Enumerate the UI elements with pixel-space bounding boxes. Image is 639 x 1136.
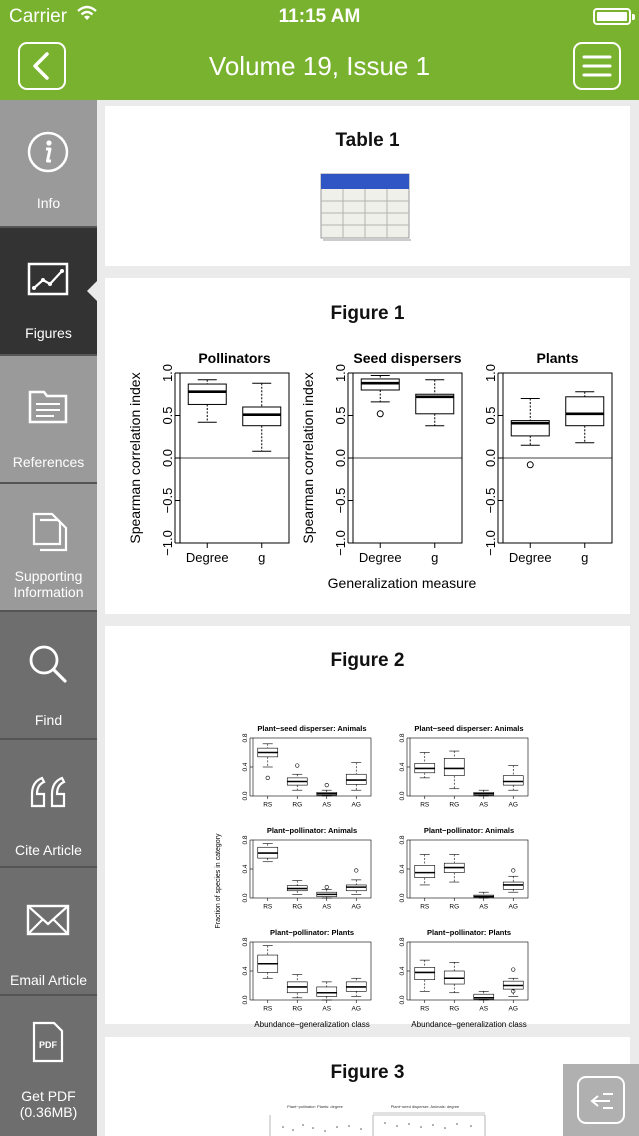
figure1-chart xyxy=(105,338,630,598)
panel-title: Plant−pollinator: Plants xyxy=(427,928,511,937)
y-tick-label: 0.5 xyxy=(483,406,498,425)
carrier-label: Carrier xyxy=(9,6,68,27)
collapse-panel-button[interactable] xyxy=(563,1064,639,1136)
card-title: Table 1 xyxy=(335,130,400,151)
x-tick-label: AS xyxy=(479,903,489,911)
pdf-icon xyxy=(26,1020,70,1064)
x-tick-label: AG xyxy=(351,903,361,911)
x-tick-label: RS xyxy=(420,1005,430,1013)
y-tick-label: 0.0 xyxy=(483,448,498,468)
y-tick-label: 0.0 xyxy=(333,448,348,468)
box xyxy=(188,384,226,404)
quote-icon xyxy=(26,770,70,814)
box xyxy=(415,967,435,979)
y-tick-label: −1.0 xyxy=(160,530,175,556)
sidebar-item-label: Figures xyxy=(25,325,72,341)
x-tick-label: AS xyxy=(479,1005,489,1013)
sidebar-item-label: Email Article xyxy=(9,972,88,988)
collapse-panel-frame xyxy=(577,1076,625,1124)
panel-title: Plant−seed disperser: Animals xyxy=(414,724,524,733)
outlier-point xyxy=(527,462,533,468)
battery-icon xyxy=(593,8,631,25)
figure1-card[interactable] xyxy=(105,278,630,614)
box xyxy=(415,865,435,877)
outlier-point xyxy=(266,776,270,780)
outlier-point xyxy=(325,885,329,889)
y-tick-label: −1.0 xyxy=(483,530,498,556)
x-tick-label: RS xyxy=(263,903,273,911)
x-tick-label: RG xyxy=(449,1005,460,1013)
sidebar-item-email-article[interactable] xyxy=(0,868,97,996)
sidebar-item-info[interactable] xyxy=(0,100,97,228)
menu-button[interactable] xyxy=(573,42,621,90)
y-tick-label: 0.0 xyxy=(242,995,249,1005)
y-tick-label: −0.5 xyxy=(483,487,498,514)
figure2-card[interactable] xyxy=(105,626,630,1029)
table1-card[interactable] xyxy=(105,106,630,266)
status-bar xyxy=(0,0,639,32)
card-title: Figure 1 xyxy=(330,303,405,324)
panel-title: Pollinators xyxy=(198,350,271,366)
y-tick-label: 0.0 xyxy=(399,995,406,1005)
hamburger-icon xyxy=(575,44,619,88)
panel-title: Plant−pollinator: Animals xyxy=(266,826,358,835)
x-tick-label: RG xyxy=(449,903,460,911)
x-tick-label: RG xyxy=(292,801,303,809)
x-tick-label: RS xyxy=(420,903,430,911)
x-tick-label: AG xyxy=(351,801,361,809)
chart-icon xyxy=(26,258,70,302)
figure3-preview xyxy=(105,1097,630,1136)
y-tick-label: 1.0 xyxy=(160,363,175,383)
y-tick-label: 0.8 xyxy=(242,733,249,743)
x-tick-label: AS xyxy=(322,801,332,809)
x-tick-label: AG xyxy=(351,1005,361,1013)
sidebar-item-label: References xyxy=(12,454,85,470)
table-icon xyxy=(320,173,412,241)
x-axis-label: Generalization measure xyxy=(327,575,477,591)
panel-title: Plant−seed disperser: Animals xyxy=(257,724,367,733)
y-tick-label: 0.5 xyxy=(333,406,348,425)
outlier-point xyxy=(295,764,299,768)
y-tick-label: 0.0 xyxy=(399,893,406,903)
box xyxy=(566,397,604,426)
info-icon xyxy=(26,130,70,174)
sidebar-item-references[interactable] xyxy=(0,356,97,484)
x-tick-label: RG xyxy=(292,1005,303,1013)
nav-bar xyxy=(0,32,639,100)
x-tick-label: AS xyxy=(322,903,332,911)
x-tick-label: g xyxy=(581,550,589,565)
figure2-chart xyxy=(105,686,630,1031)
card-title: Figure 2 xyxy=(330,650,405,671)
x-tick-label: AS xyxy=(479,801,489,809)
y-tick-label: 0.0 xyxy=(242,791,249,801)
outlier-point xyxy=(511,968,515,972)
svg-text:PDF: PDF xyxy=(39,1040,57,1050)
references-icon xyxy=(26,386,70,430)
x-tick-label: AG xyxy=(508,903,518,911)
y-axis-label: Spearman correlation index xyxy=(127,372,143,544)
y-tick-label: 0.4 xyxy=(399,762,406,772)
panel-title: Seed dispersers xyxy=(353,350,462,366)
x-axis-label: Abundance−generalization class xyxy=(254,1020,370,1029)
y-tick-label: 0.4 xyxy=(399,864,406,874)
panel-title: Plants xyxy=(536,350,579,366)
box xyxy=(317,987,337,996)
x-tick-label: g xyxy=(431,550,439,565)
outlier-point xyxy=(511,869,515,873)
panel-title: Plant−pollinator: Animals xyxy=(423,826,515,835)
y-tick-label: 0.0 xyxy=(242,893,249,903)
card-title: Figure 3 xyxy=(330,1062,405,1083)
y-tick-label: 0.5 xyxy=(160,406,175,425)
sidebar xyxy=(0,100,97,1136)
documents-icon xyxy=(26,510,70,554)
y-tick-label: 0.8 xyxy=(399,937,406,947)
search-icon xyxy=(26,642,70,686)
sidebar-item-label: Supporting Information xyxy=(13,568,84,600)
x-tick-label: Degree xyxy=(185,550,229,565)
content-scroll[interactable] xyxy=(97,100,639,1136)
sidebar-item-label: Cite Article xyxy=(15,842,82,858)
collapse-list-icon xyxy=(579,1078,623,1122)
y-tick-label: 1.0 xyxy=(333,363,348,383)
nav-title: Volume 19, Issue 1 xyxy=(208,51,431,81)
sidebar-item-label: Get PDF (0.36MB) xyxy=(19,1088,78,1120)
box xyxy=(503,776,523,785)
y-tick-label: 0.4 xyxy=(242,966,249,976)
figure3-panel-title: Plant−seed disperser: Animals: degree xyxy=(390,1104,460,1109)
x-tick-label: RS xyxy=(263,1005,273,1013)
x-tick-label: AG xyxy=(508,801,518,809)
y-tick-label: 0.8 xyxy=(242,937,249,947)
sidebar-item-label: Info xyxy=(36,195,61,211)
sidebar-item-find[interactable] xyxy=(0,612,97,740)
y-tick-label: 0.4 xyxy=(399,966,406,976)
outlier-point xyxy=(354,869,358,873)
clock: 11:15 AM xyxy=(278,6,361,27)
y-tick-label: 0.8 xyxy=(242,835,249,845)
figure3-panel-title: Plant−pollinator: Plants: degree xyxy=(287,1104,343,1109)
x-tick-label: AS xyxy=(322,1005,332,1013)
envelope-icon xyxy=(26,898,70,942)
panel-title: Plant−pollinator: Plants xyxy=(270,928,354,937)
x-axis-label: Abundance−generalization class xyxy=(411,1020,527,1029)
x-tick-label: RS xyxy=(263,801,273,809)
y-tick-label: 1.0 xyxy=(483,363,498,383)
x-tick-label: RG xyxy=(292,903,303,911)
x-tick-label: Degree xyxy=(508,550,552,565)
x-tick-label: RS xyxy=(420,801,430,809)
x-tick-label: RG xyxy=(449,801,460,809)
sidebar-item-figures[interactable] xyxy=(0,228,97,356)
y-tick-label: 0.0 xyxy=(160,448,175,468)
y-tick-label: 0.8 xyxy=(399,835,406,845)
sidebar-item-supporting-information[interactable] xyxy=(0,484,97,612)
y-tick-label: 0.0 xyxy=(399,791,406,801)
outlier-point xyxy=(325,783,329,787)
x-tick-label: AG xyxy=(508,1005,518,1013)
y-tick-label: −0.5 xyxy=(333,487,348,514)
x-tick-label: g xyxy=(258,550,266,565)
sidebar-item-cite-article[interactable] xyxy=(0,740,97,868)
y-tick-label: 0.8 xyxy=(399,733,406,743)
y-axis-label: Spearman correlation index xyxy=(300,372,316,544)
box xyxy=(243,407,281,426)
sidebar-item-get-pdf[interactable] xyxy=(0,996,97,1124)
outlier-point xyxy=(377,411,383,417)
sidebar-item-label: Find xyxy=(34,712,63,728)
box xyxy=(444,758,464,775)
y-tick-label: 0.4 xyxy=(242,762,249,772)
figure3-card[interactable] xyxy=(105,1037,630,1136)
y-tick-label: −0.5 xyxy=(160,487,175,514)
y-axis-label: Fraction of species in category xyxy=(215,833,222,929)
x-tick-label: Degree xyxy=(358,550,402,565)
y-tick-label: −1.0 xyxy=(333,530,348,556)
y-tick-label: 0.4 xyxy=(242,864,249,874)
